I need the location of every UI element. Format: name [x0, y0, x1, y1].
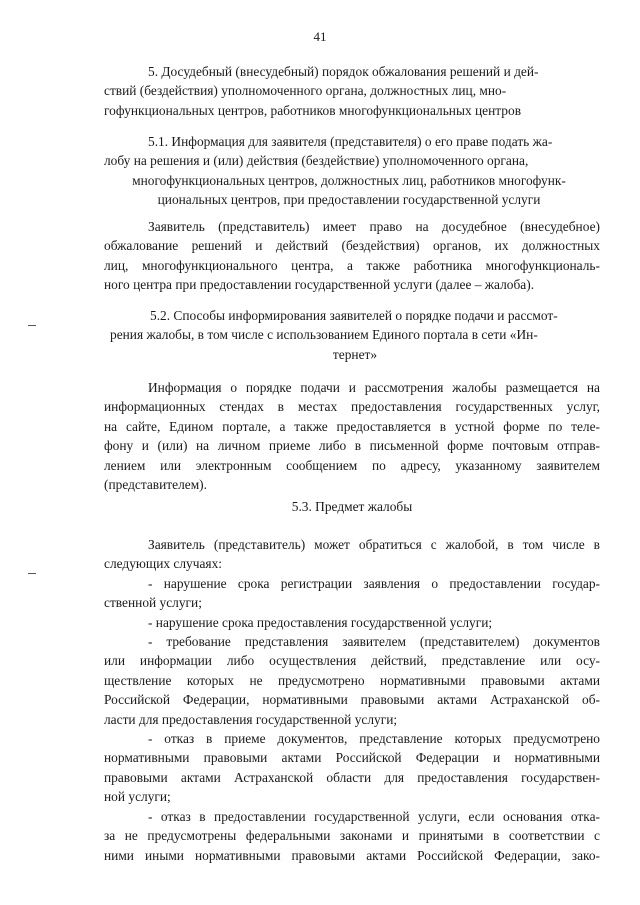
list-item-cont: за не предусмотрены федеральными законами и принятыми в соответствии с — [104, 828, 600, 844]
title-line: тернет» — [332, 346, 378, 362]
section-5-2-title — [110, 306, 600, 364]
list-item: - требование представления заявителем (представителем) документов — [148, 634, 600, 650]
margin-mark — [28, 573, 36, 574]
title-line: лобу на решения и (или) действия (бездействие) уполномоченного органа, — [104, 153, 529, 169]
body-line: фону и (или) на личном приеме либо в письменной форме почтовым отправ- — [104, 438, 600, 454]
title-line: рения жалобы, в том числе с использованием Единого портала в сети «Ин- — [110, 327, 538, 343]
list-item-cont: Российской Федерации, нормативными правовыми актами Астраханской об- — [104, 692, 600, 708]
page-number: 41 — [313, 29, 327, 44]
title-line: 5. Досудебный (внесудебный) порядок обжалования решений и дей- — [148, 64, 539, 79]
body-line: лиц, многофункционального центра, а также работника многофункциональ- — [104, 257, 600, 273]
body-line: следующих случаях: — [104, 556, 222, 572]
list-item: - нарушение срока регистрации заявления о предоставлении государ- — [148, 575, 600, 591]
list-item: - отказ в предоставлении государственной услуги, если основания отка- — [148, 808, 600, 824]
list-item-cont: нормативными правовыми актами Российской Федерации и нормативными — [104, 750, 600, 766]
list-item-cont: ними иными нормативными правовыми актами Российской Федерации, зако- — [104, 847, 600, 863]
body-line: на сайте, Едином портале, а также предоставляется в устной форме по теле- — [104, 418, 600, 434]
body-line: лением или электронным сообщением по адресу, указанному заявителем — [104, 457, 600, 473]
list-item-cont: правовыми актами Астраханской области для предоставления государствен- — [104, 769, 600, 785]
title-line: 5.3. Предмет жалобы — [291, 499, 413, 514]
section-5-3-title — [0, 497, 640, 516]
list-item: - нарушение срока предоставления государственной услуги; — [148, 614, 493, 630]
section-5-2-body — [104, 378, 600, 494]
list-item-cont: ственной услуги; — [104, 595, 202, 611]
list-item: - отказ в приеме документов, представление которых предусмотрено — [148, 731, 600, 747]
title-line: ствий (бездействия) уполномоченного органа, должностных лиц, мно- — [104, 83, 507, 99]
section-5-1-body — [104, 217, 600, 295]
body-line: ного центра при предоставлении государственной услуги (далее – жалоба). — [104, 277, 535, 293]
title-line: 5.2. Способы информирования заявителей о порядке подачи и рассмот- — [150, 308, 558, 323]
body-line: Информация о порядке подачи и рассмотрения жалобы размещается на — [148, 380, 600, 395]
margin-mark — [28, 325, 36, 326]
title-line: циональных центров, при предоставлении государственной услуги — [157, 192, 541, 208]
section-5-3-body — [104, 535, 600, 865]
body-line: (представителем). — [104, 477, 207, 493]
title-line: многофункциональных центров, должностных лиц, работников многофунк- — [132, 172, 566, 188]
list-item-cont: ществление которых не предусмотрено нормативными правовыми актами — [104, 672, 600, 688]
body-line: Заявитель (представитель) может обратиться с жалобой, в том числе в — [148, 537, 600, 552]
title-line: 5.1. Информация для заявителя (представителя) о его праве подать жа- — [148, 134, 553, 149]
section-5-1-title — [104, 132, 594, 210]
section-5-title — [104, 62, 590, 120]
body-line: Заявитель (представитель) имеет право на досудебное (внесудебное) — [148, 219, 600, 234]
list-item-cont: ласти для предоставления государственной услуги; — [104, 711, 398, 727]
body-line: информационных стендах в местах предоставления государственных услуг, — [104, 399, 600, 415]
list-item-cont: ной услуги; — [104, 789, 171, 805]
body-line: обжалование решений и действий (бездействия) органов, их должностных — [104, 238, 600, 254]
title-line: гофункциональных центров, работников многофункциональных центров — [104, 102, 522, 118]
list-item-cont: или информации либо осуществления действий, представление или осу- — [104, 653, 600, 669]
